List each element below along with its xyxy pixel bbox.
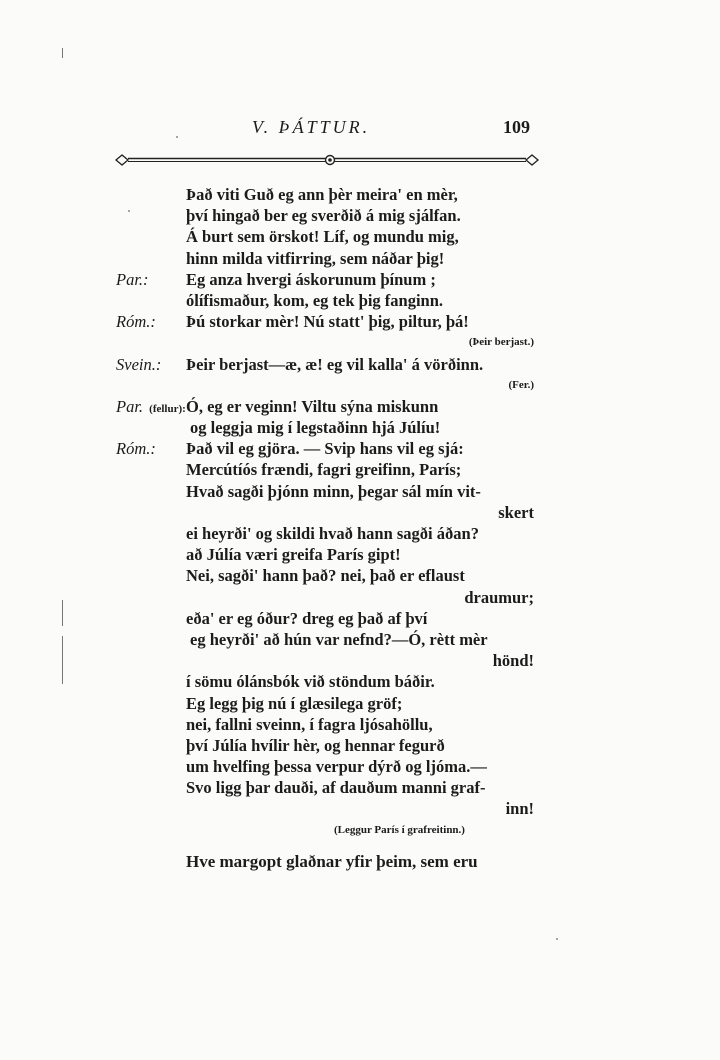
verse-line: Þú storkar mèr! Nú statt' þig, piltur, þá! (186, 312, 469, 332)
rule-left-ornament (116, 155, 128, 165)
running-head: V. ÞÁTTUR. (252, 117, 371, 137)
page-header (0, 117, 720, 143)
text-line (0, 523, 720, 544)
speck (556, 938, 558, 940)
verse-line: um hvelfing þessa verpur dýrð og ljóma.— (186, 757, 487, 777)
speaker-label: Par. (116, 396, 144, 416)
verse-line: Eg legg þig nú í glæsilega gröf; (186, 693, 403, 713)
verse-continuation: skert (498, 502, 534, 522)
text-line (0, 756, 720, 777)
verse-line: hinn milda vitfirring, sem náðar þig! (186, 248, 445, 268)
speaker-label: Róm.: (116, 312, 156, 332)
margin-mark (62, 636, 63, 684)
speck (176, 136, 178, 138)
speaker-label: Par.: (116, 269, 149, 289)
verse-line: Þeir berjast—æ, æ! eg vil kalla' á vörðinn. (186, 354, 484, 374)
text-line (0, 438, 720, 459)
text-line (0, 714, 720, 735)
text-line (0, 798, 720, 819)
margin-mark (62, 600, 63, 626)
verse-line: Hvað sagði þjónn minn, þegar sál mín vit- (186, 481, 481, 501)
line-gap (0, 841, 720, 851)
speaker-label: Svein.: (116, 354, 162, 374)
text-line (0, 269, 720, 290)
verse-line: nei, fallni sveinn, í fagra ljósahöllu, (186, 714, 433, 734)
verse-line: Hve margopt glaðnar yfir þeim, sem eru (186, 851, 478, 871)
stage-direction: (Fer.) (508, 378, 534, 391)
page-number: 109 (503, 117, 530, 137)
text-line (0, 375, 720, 396)
text-line (0, 587, 720, 608)
text-line (0, 565, 720, 586)
text-line (0, 777, 720, 798)
text-line (0, 671, 720, 692)
verse-line: að Júlía væri greifa París gipt! (186, 545, 401, 565)
verse-line: Á burt sem örskot! Líf, og mundu mig, (186, 227, 459, 247)
text-line (0, 332, 720, 353)
text-line (0, 650, 720, 671)
text-line (0, 396, 720, 417)
verse-line: því hingað ber eg sverðið á mig sjálfan. (186, 206, 461, 226)
text-line (0, 290, 720, 311)
verse-line: eða' er eg óður? dreg eg það af því (186, 608, 428, 628)
text-line (0, 354, 720, 375)
stage-direction: (Þeir berjast.) (468, 336, 534, 349)
margin-mark (62, 48, 63, 58)
verse-continuation: draumur; (464, 587, 534, 607)
verse-line: í sömu ólánsbók við stöndum báðir. (186, 672, 435, 692)
text-line (0, 735, 720, 756)
text-line (0, 693, 720, 714)
text-line (0, 311, 720, 332)
speck (128, 210, 130, 212)
text-line (0, 205, 720, 226)
text-line (0, 851, 720, 872)
verse-line: Ó, eg er veginn! Viltu sýna miskunn (186, 396, 439, 416)
verse-line: og leggja mig í legstaðinn hjá Júlíu! (190, 418, 441, 438)
text-line (0, 417, 720, 438)
text-line (0, 502, 720, 523)
speaker-direction: (fellur): (149, 402, 186, 415)
verse-line: eg heyrði' að hún var nefnd?—Ó, rètt mèr (190, 629, 488, 649)
play-text (0, 184, 720, 872)
verse-line: ólífismaður, kom, eg tek þig fanginn. (186, 290, 444, 310)
verse-line: Eg anza hvergi áskorunum þínum ; (186, 269, 436, 289)
verse-line: Það viti Guð eg ann þèr meira' en mèr, (186, 185, 458, 204)
text-line (0, 629, 720, 650)
stage-direction: (Leggur París í grafreitinn.) (334, 823, 465, 836)
verse-line: Svo ligg þar dauði, af dauðum manni graf- (186, 778, 486, 798)
text-line (0, 608, 720, 629)
verse-line: Það vil eg gjöra. — Svip hans vil eg sjá: (186, 439, 464, 459)
verse-continuation: inn! (505, 799, 534, 819)
ornamental-rule (114, 150, 540, 170)
text-line (0, 226, 720, 247)
text-line (0, 248, 720, 269)
verse-continuation: hönd! (492, 651, 534, 671)
text-line (0, 481, 720, 502)
verse-line: því Júlía hvílir hèr, og hennar fegurð (186, 735, 445, 755)
rule-right-ornament (526, 155, 538, 165)
verse-line: Mercútíós frændi, fagri greifinn, París; (186, 460, 462, 480)
text-line (0, 459, 720, 480)
text-line (0, 184, 720, 205)
speaker-label: Róm.: (116, 439, 156, 459)
text-line (0, 544, 720, 565)
verse-line: Nei, sagði' hann það? nei, það er eflaust (186, 566, 465, 586)
text-line (0, 820, 720, 841)
verse-line: ei heyrði' og skildi hvað hann sagði áðan? (186, 524, 479, 543)
